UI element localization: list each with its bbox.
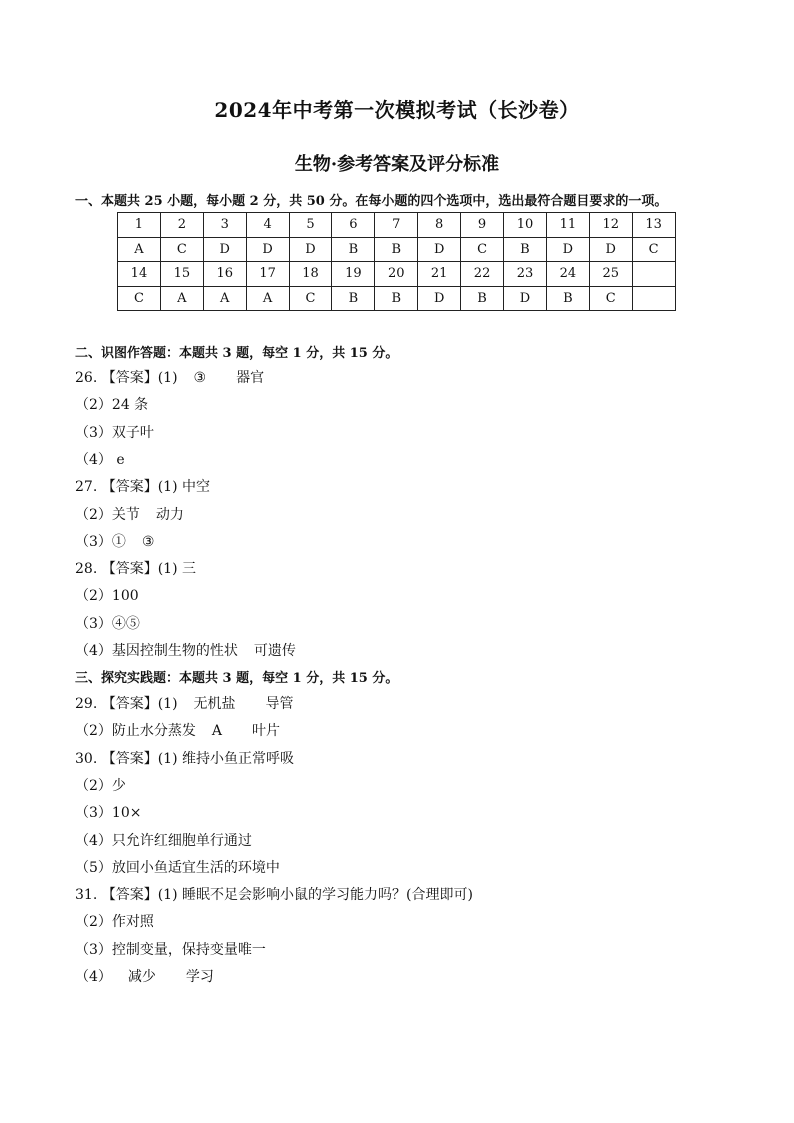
answer-label: （4） xyxy=(75,969,112,985)
answer-blank: 无机盐 xyxy=(193,696,236,712)
answer-label: 29. 【答案】(1) xyxy=(75,696,178,712)
answer-line xyxy=(75,394,148,414)
answer-line xyxy=(75,857,280,877)
table-cell: 5 xyxy=(289,213,332,238)
answer-label: （3）双子叶 xyxy=(75,424,154,441)
table-cell: B xyxy=(504,237,547,262)
answer-line xyxy=(75,939,266,959)
table-cell: C xyxy=(461,237,504,262)
table-cell: 10 xyxy=(504,213,547,238)
answer-blank: 器官 xyxy=(236,370,265,386)
section2-heading: 二、识图作答题：本题共 3 题，每空 1 分，共 15 分。 xyxy=(75,346,399,361)
table-row xyxy=(118,237,676,262)
answer-line xyxy=(75,775,126,795)
page-subtitle: 生物·参考答案及评分标准 xyxy=(294,154,500,175)
answer-line xyxy=(75,476,210,496)
answer-blank: 动力 xyxy=(155,506,184,523)
answer-label: 31. 【答案】(1) 睡眠不足会影响小鼠的学习能力吗？(合理即可) xyxy=(75,887,473,904)
answer-label: （4）只允许红细胞单行通过 xyxy=(75,832,252,849)
table-cell: D xyxy=(589,237,632,262)
table-row xyxy=(118,286,676,311)
table-cell: 24 xyxy=(546,262,589,287)
table-cell xyxy=(632,262,675,287)
answer-line xyxy=(75,748,294,768)
table-cell: C xyxy=(632,237,675,262)
answer-blank: ③ xyxy=(141,533,155,550)
answer-line xyxy=(75,367,264,387)
table-row xyxy=(118,213,676,238)
answer-line xyxy=(75,449,125,469)
answer-label: （3）① xyxy=(75,533,126,550)
table-cell: D xyxy=(546,237,589,262)
table-cell: 17 xyxy=(246,262,289,287)
table-cell: C xyxy=(589,286,632,311)
answer-label: （3）④⑤ xyxy=(75,615,140,632)
answer-label: （4）基因控制生物的性状 xyxy=(75,643,238,659)
table-cell: D xyxy=(246,237,289,262)
table-cell: C xyxy=(160,237,203,262)
table-cell: C xyxy=(289,286,332,311)
answer-label: 27. 【答案】(1) 中空 xyxy=(75,479,210,496)
table-cell: 1 xyxy=(118,213,161,238)
table-cell: A xyxy=(118,237,161,262)
answer-blank: A xyxy=(211,723,223,740)
table-cell: A xyxy=(203,286,246,311)
table-cell: 13 xyxy=(632,213,675,238)
answer-line xyxy=(75,693,294,713)
answer-label: 28. 【答案】(1) 三 xyxy=(75,561,196,578)
answer-label: （2）作对照 xyxy=(75,914,154,931)
table-cell: 23 xyxy=(504,262,547,287)
answer-label: （2）关节 xyxy=(75,506,140,523)
answer-label: （2）100 xyxy=(75,588,139,605)
table-cell: 25 xyxy=(589,262,632,287)
answer-blank: 学习 xyxy=(185,969,214,985)
answer-line xyxy=(75,504,184,524)
table-cell: 4 xyxy=(246,213,289,238)
table-cell: 8 xyxy=(418,213,461,238)
answer-line xyxy=(75,802,141,822)
table-cell: 15 xyxy=(160,262,203,287)
answer-blank: 导管 xyxy=(265,696,294,712)
answer-line xyxy=(75,911,154,931)
table-cell: D xyxy=(418,237,461,262)
table-cell: B xyxy=(546,286,589,311)
table-cell: B xyxy=(332,286,375,311)
answer-line xyxy=(75,585,139,605)
answer-label: （3）10× xyxy=(75,805,142,822)
table-cell xyxy=(632,286,675,311)
table-cell: B xyxy=(375,237,418,262)
answer-blank: 减少 xyxy=(127,969,156,985)
table-cell: 18 xyxy=(289,262,332,287)
answer-blank: ③ xyxy=(193,370,207,386)
answer-label: （3）控制变量，保持变量唯一 xyxy=(75,941,266,958)
answer-label: （5）放回小鱼适宜生活的环境中 xyxy=(75,859,280,876)
answer-label: （2）24 条 xyxy=(75,397,149,414)
table-cell: 22 xyxy=(461,262,504,287)
table-cell: A xyxy=(246,286,289,311)
table-cell: D xyxy=(203,237,246,262)
table-cell: 14 xyxy=(118,262,161,287)
answer-table xyxy=(117,212,676,311)
answer-label: （2）防止水分蒸发 xyxy=(75,723,196,740)
answer-line xyxy=(75,830,252,850)
table-cell: 12 xyxy=(589,213,632,238)
answer-label: 30. 【答案】(1) 维持小鱼正常呼吸 xyxy=(75,750,294,767)
answer-line xyxy=(75,640,296,660)
table-cell: B xyxy=(461,286,504,311)
table-cell: B xyxy=(375,286,418,311)
answer-line xyxy=(75,531,154,551)
table-cell: 11 xyxy=(546,213,589,238)
table-cell: C xyxy=(118,286,161,311)
section1-heading: 一、本题共 25 小题，每小题 2 分，共 50 分。在每小题的四个选项中，选出最符合题目要求的一项。 xyxy=(75,194,668,209)
answer-line xyxy=(75,422,154,442)
table-cell: 20 xyxy=(375,262,418,287)
table-row xyxy=(118,262,676,287)
table-cell: 7 xyxy=(375,213,418,238)
answer-label: 26. 【答案】(1) xyxy=(75,370,178,386)
table-cell: 2 xyxy=(160,213,203,238)
table-cell: D xyxy=(418,286,461,311)
answer-line xyxy=(75,613,140,633)
table-cell: 19 xyxy=(332,262,375,287)
table-cell: B xyxy=(332,237,375,262)
answer-line xyxy=(75,720,280,740)
table-cell: D xyxy=(289,237,332,262)
answer-line xyxy=(75,966,214,986)
answer-label: （2）少 xyxy=(75,777,126,794)
table-cell: D xyxy=(504,286,547,311)
table-cell: 3 xyxy=(203,213,246,238)
answer-blank: 可遗传 xyxy=(253,643,296,659)
table-cell: 21 xyxy=(418,262,461,287)
answer-line xyxy=(75,558,196,578)
answer-line xyxy=(75,884,473,904)
answer-blank: 叶片 xyxy=(252,723,281,740)
table-cell: 16 xyxy=(203,262,246,287)
section3-heading: 三、探究实践题：本题共 3 题，每空 1 分，共 15 分。 xyxy=(75,671,399,686)
answer-label: （4） e xyxy=(75,451,125,468)
table-cell: 6 xyxy=(332,213,375,238)
table-cell: 9 xyxy=(461,213,504,238)
page-title: 2024年中考第一次模拟考试（长沙卷） xyxy=(214,98,580,122)
table-cell: A xyxy=(160,286,203,311)
